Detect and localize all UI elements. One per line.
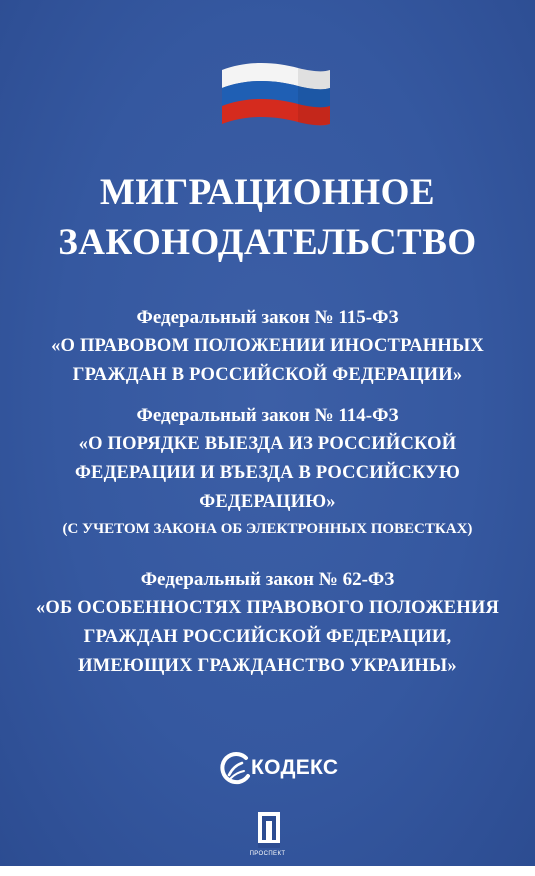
bottom-edge — [0, 866, 535, 876]
kodeks-logo-icon — [220, 751, 250, 785]
kodeks-logo-text: КОДЕКС — [251, 756, 339, 779]
law-title-line: ГРАЖДАН В РОССИЙСКОЙ ФЕДЕРАЦИИ» — [72, 365, 463, 385]
law-title-line: ФЕДЕРАЦИЮ» — [199, 492, 336, 512]
law-block-62 — [0, 566, 535, 681]
prospekt-logo-text: ПРОСПЕКТ — [249, 851, 286, 857]
law-heading: Федеральный закон № 115-ФЗ — [136, 307, 399, 328]
cover-title-line-2: ЗАКОНОДАТЕЛЬСТВО — [58, 222, 477, 263]
law-title-line: ФЕДЕРАЦИИ И ВЪЕЗДА В РОССИЙСКУЮ — [74, 463, 461, 483]
prospekt-logo-icon — [258, 812, 280, 848]
law-title-line: «ОБ ОСОБЕННОСТЯХ ПРАВОВОГО ПОЛОЖЕНИЯ — [35, 598, 500, 618]
law-block-115 — [0, 304, 535, 390]
law-block-114 — [0, 402, 535, 541]
law-heading: Федеральный закон № 114-ФЗ — [136, 405, 399, 426]
law-title-line: ИМЕЮЩИХ ГРАЖДАНСТВО УКРАИНЫ» — [78, 656, 457, 676]
kodeks-logo — [220, 750, 338, 786]
law-title-line: «О ПОРЯДКЕ ВЫЕЗДА ИЗ РОССИЙСКОЙ — [78, 434, 457, 454]
law-title-line: «О ПРАВОВОМ ПОЛОЖЕНИИ ИНОСТРАННЫХ — [51, 336, 484, 356]
law-title-line: ГРАЖДАН РОССИЙСКОЙ ФЕДЕРАЦИИ, — [83, 627, 452, 647]
law-heading: Федеральный закон № 62-ФЗ — [140, 569, 395, 590]
cover-title-line-1: МИГРАЦИОННОЕ — [99, 172, 436, 213]
law-note: (С УЧЕТОМ ЗАКОНА ОБ ЭЛЕКТРОННЫХ ПОВЕСТКАХ) — [62, 521, 473, 537]
russian-flag-icon — [218, 58, 334, 130]
